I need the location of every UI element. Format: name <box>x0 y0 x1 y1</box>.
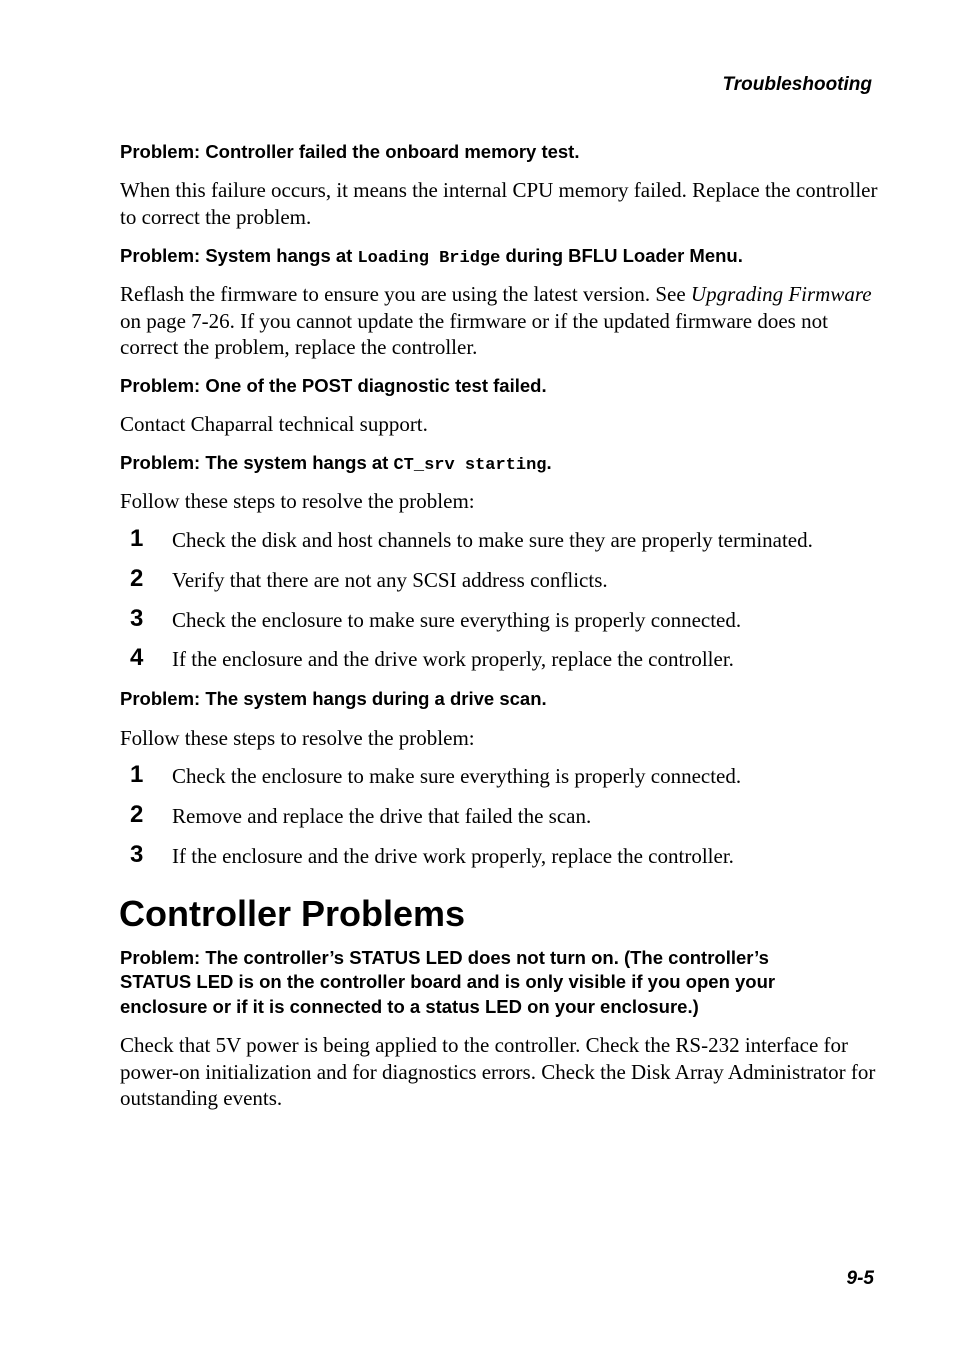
page-number: 9-5 <box>846 1268 874 1289</box>
step-number: 3 <box>130 605 144 632</box>
step-text: If the enclosure and the drive work properly, replace the controller. <box>172 844 734 868</box>
problem-heading-status-led: STATUS LED is on the controller board and is only visible if you open your <box>120 971 776 992</box>
heading-text: during BFLU Loader Menu. <box>500 245 743 266</box>
steps-intro: Follow these steps to resolve the problem: <box>120 489 475 513</box>
step-number: 3 <box>130 841 144 868</box>
running-header: Troubleshooting <box>722 74 872 95</box>
steps-intro: Follow these steps to resolve the problem: <box>120 726 475 750</box>
problem-body-post-diagnostic: Contact Chaparral technical support. <box>120 412 428 436</box>
step-number: 4 <box>130 644 144 671</box>
problem-heading-ctsrv <box>120 450 552 478</box>
problem-heading-memory-test: Problem: Controller failed the onboard memory test. <box>120 141 580 162</box>
step-text: Check the enclosure to make sure everything is properly connected. <box>172 608 742 632</box>
step-number: 2 <box>130 565 144 592</box>
step-text: Check the enclosure to make sure everything is properly connected. <box>172 764 742 788</box>
code-text: CT_srv starting <box>393 456 547 475</box>
step-text: If the enclosure and the drive work properly, replace the controller. <box>172 647 734 671</box>
problem-heading-loading-bridge <box>120 243 743 271</box>
step-number: 1 <box>130 525 144 552</box>
problem-heading-status-led: Problem: The controller’s STATUS LED does not turn on. (The controller’s <box>120 947 769 968</box>
body-text: on page 7-26. If you cannot update the firmware or if the updated firmware does not correct the problem, replace the controller. <box>120 308 828 359</box>
section-title: Controller Problems <box>119 893 466 934</box>
cross-reference: Upgrading Firmware <box>690 282 872 306</box>
step-text: Check the disk and host channels to make sure they are properly terminated. <box>172 528 813 552</box>
problem-heading-status-led: enclosure or if it is connected to a status LED on your enclosure.) <box>120 996 699 1017</box>
problem-heading-post-diagnostic: Problem: One of the POST diagnostic test failed. <box>120 375 547 396</box>
step-text: Verify that there are not any SCSI address conflicts. <box>172 568 608 592</box>
problem-body-loading-bridge <box>120 281 880 361</box>
step-number: 2 <box>130 801 144 828</box>
code-text: Loading Bridge <box>357 249 501 268</box>
heading-text: . <box>546 452 552 473</box>
heading-text: Problem: System hangs at <box>120 245 358 266</box>
step-text: Remove and replace the drive that failed the scan. <box>172 804 592 828</box>
body-text: Reflash the firmware to ensure you are using the latest version. See <box>120 282 691 306</box>
problem-body-memory-test: When this failure occurs, it means the internal CPU memory failed. Replace the controller to correct the problem. <box>120 178 878 229</box>
heading-text: Problem: The system hangs at <box>120 452 394 473</box>
problem-body-status-led: Check that 5V power is being applied to the controller. Check the RS-232 interface for power-on initialization and for diagnostics errors. Check the Disk Array Administrator for outstanding events. <box>120 1033 876 1110</box>
problem-heading-drive-scan: Problem: The system hangs during a drive scan. <box>120 688 547 709</box>
step-number: 1 <box>130 761 144 788</box>
